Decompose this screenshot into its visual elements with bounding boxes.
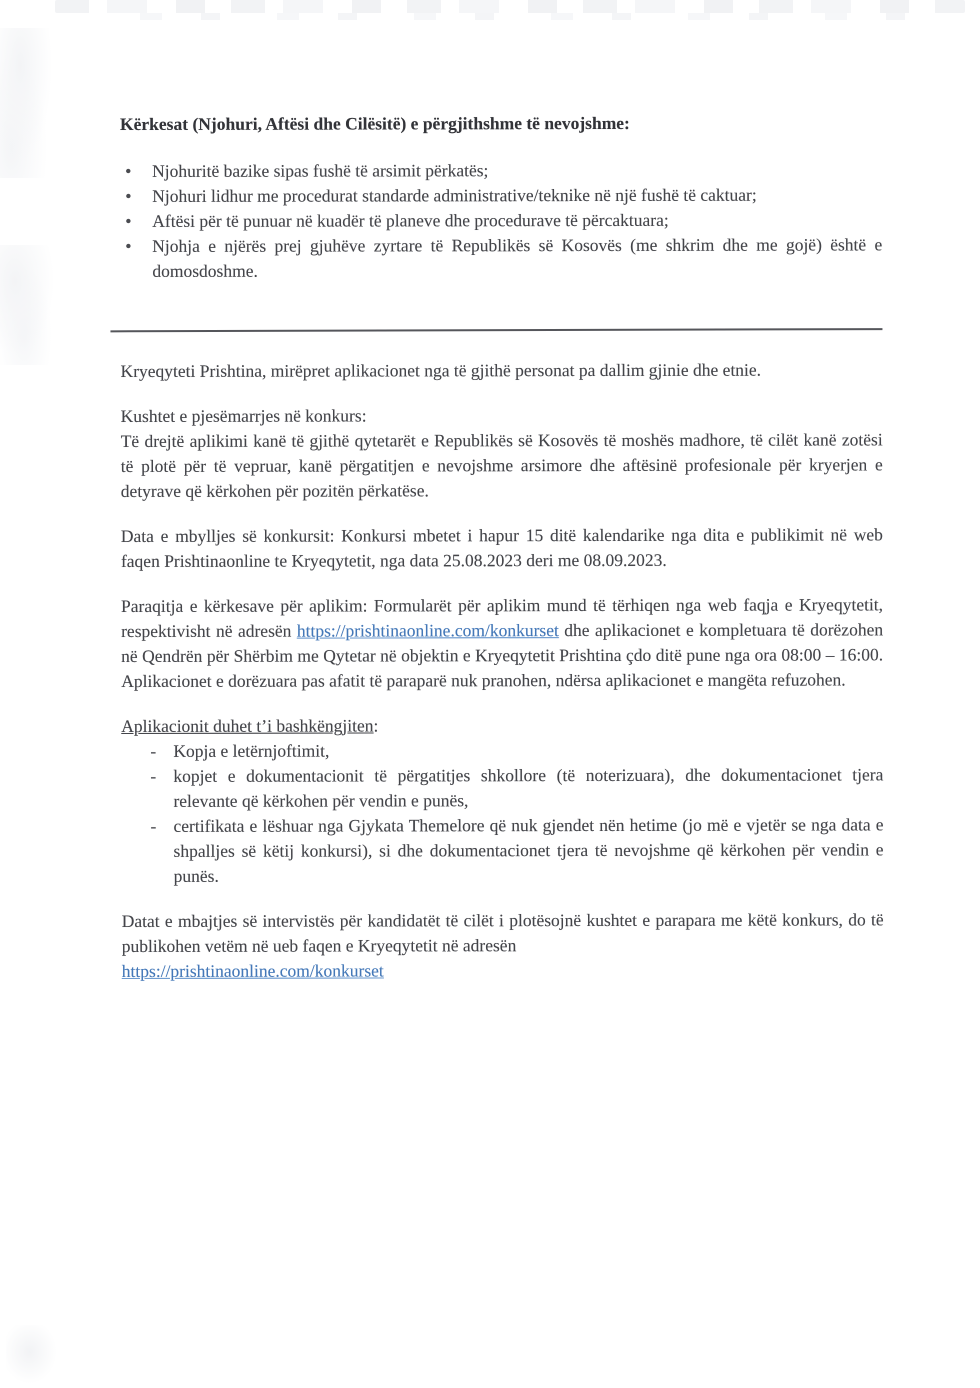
paragraph-text: Datat e mbajtjes së intervistës për kandidatët të cilët i plotësojnë kushtet e parapara me këtë konkurs, do të publikohen vetëm në ueb faqen e Kryeqytetit në adresën [121,909,884,956]
requirements-bullet-list [120,157,882,284]
list-item: • Aftësi për të punuar në kuadër të planeve dhe procedurave të përcaktuara; [120,207,882,234]
attachments-dash-list [121,737,883,889]
attachments-heading [121,712,883,739]
list-item: • Njohja e njërës prej gjuhëve zyrtare të Republikës së Kosovës (me shkrim dhe me gojë) është e domosdoshme. [120,232,882,284]
requirements-heading: Kërkesat (Njohuri, Aftësi dhe Cilësitë) e përgjithshme të nevojshme: [120,112,630,134]
scan-noise-top [55,0,965,13]
section-divider [110,328,882,332]
scan-noise-top-secondary [140,13,920,20]
list-item: - certifikata e lëshuar nga Gjykata Themelore që nuk gjendet nën hetime (jo më e vjetër se nga data e shpalljes së këtij konkursi), si dhe dokumentacionet tjera të nevojshme që kërkohen për vendin e punës. [121,812,883,889]
participation-conditions-body: Të drejtë aplikimi kanë të gjithë qytetarët e Republikës së Kosovës të moshës madhore, të cilët kanë zotësi të plotë për të vepruar, kanë përgatitjen e nevojshme arsimore dhe aftësinë profesionale për kryerjen e detyrave që kërkohen për pozitën përkatëse. [120,429,883,501]
participation-conditions-label: Kushtet e pjesëmarrjes në konkurs: [120,405,367,426]
paragraph-text: Paraqitja e kërkesave për aplikim: Formularët për aplikim mund të tërhiqen nga web faqja e Kryeqytetit, respektivisht në adresën [121,594,884,641]
application-submission-paragraph [121,592,883,694]
closing-date-paragraph: Data e mbylljes së konkursit: Konkursi mbetet i hapur 15 ditë kalendarike nga dita e publikimit në web faqen Prishtinaonline te Kryeqytetit, nga data 25.08.2023 deri me 08.09.2023. [120,524,883,571]
equal-opportunity-paragraph: Kryeqyteti Prishtina, mirëpret aplikacionet nga të gjithë personat pa dallim gjinie dhe etnie. [120,359,762,381]
participation-conditions-paragraph [121,402,883,504]
interview-dates-paragraph [122,907,884,984]
list-item: - kopjet e dokumentacionit të përgatitjes shkollore (të noterizuara), dhe dokumentacionet tjera relevante që kërkohen për vendin e punës, [121,762,883,814]
list-item: • Njohuritë bazike sipas fushë të arsimit përkatës; [120,157,882,184]
attachments-heading-colon: : [373,715,379,736]
konkurset-link[interactable]: https://prishtinaonline.com/konkurset [296,620,559,641]
scan-smudge-left-middle [0,245,60,365]
scan-smudge-bottom-left [6,1325,58,1385]
scan-smudge-left-upper [0,28,58,178]
attachments-heading-text: Aplikacionit duhet t’i bashkëngjiten [121,715,374,736]
list-item: • Njohuri lidhur me procedurat standarde administrative/teknike në një fushë të caktuar; [120,182,882,209]
paragraph-text: dhe aplikacionet e kompletuara të dorëzohen në Qendrën për Shërbim me Qytetar në objektin e Kryeqytetit Prishtina çdo ditë pune nga ora 08:00 – 16:00. Aplikacionet e dorëzuara pas afatit të paraparë nuk pranohen, ndërsa aplikacionet e mangëta refuzohen. [121,619,884,691]
konkurset-link-bottom[interactable]: https://prishtinaonline.com/konkurset [121,960,384,981]
document-content [120,110,884,984]
list-item: - Kopja e letërnjoftimit, [121,737,883,764]
